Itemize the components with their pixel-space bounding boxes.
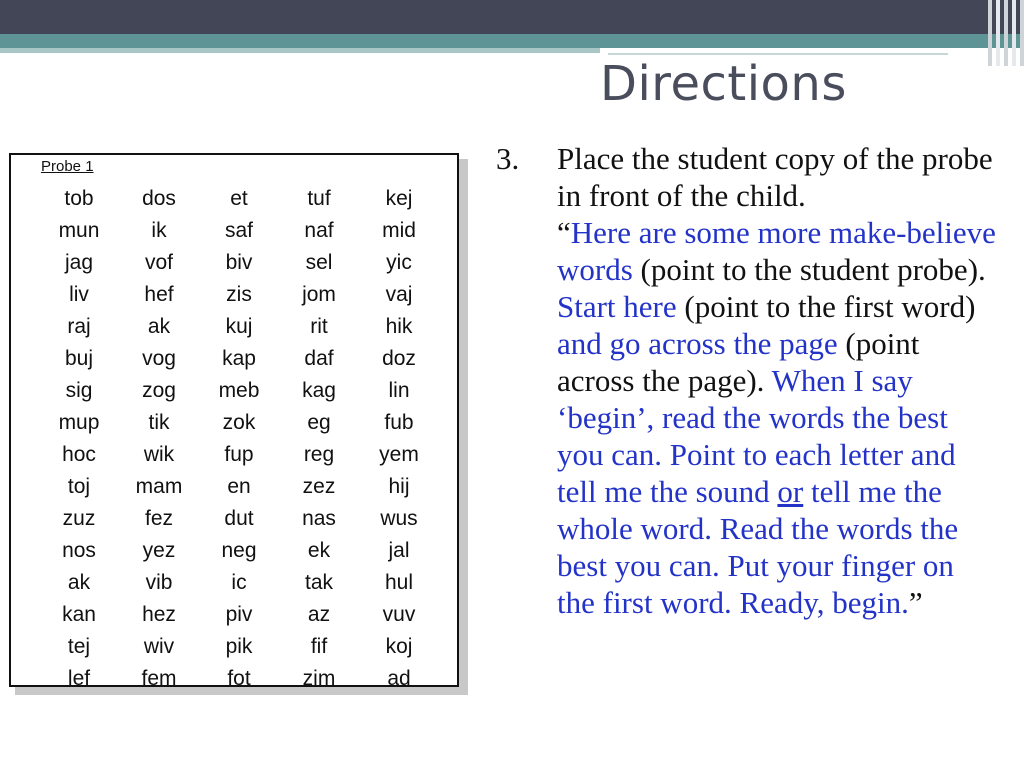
word-grid	[39, 183, 439, 695]
probe-word: fot	[227, 667, 251, 690]
probe-word: hik	[385, 315, 413, 338]
probe-word: jom	[302, 283, 336, 306]
probe-word: buj	[64, 347, 94, 370]
script-or-underlined: or	[777, 474, 804, 509]
probe-word: hul	[384, 571, 414, 594]
probe-word: vaj	[385, 283, 413, 306]
probe-word: vog	[142, 347, 176, 370]
probe-word: toj	[67, 475, 91, 498]
probe-word: sel	[305, 251, 333, 274]
probe-word: daf	[304, 347, 334, 370]
probe-word: mun	[58, 219, 100, 242]
probe-word: zog	[142, 379, 176, 402]
probe-word: wiv	[143, 635, 175, 658]
probe-word: mup	[58, 411, 100, 434]
probe-word: eg	[307, 411, 331, 434]
probe-word: liv	[69, 283, 89, 306]
probe-word: tuf	[307, 187, 331, 210]
script-note-point-across: (point across the page).	[557, 326, 920, 398]
probe-word: kag	[302, 379, 336, 402]
probe-word: raj	[67, 315, 91, 338]
probe-word: et	[230, 187, 248, 210]
probe-word: vib	[145, 571, 173, 594]
script-start-here: Start here	[557, 289, 677, 324]
directions-number: 3.	[496, 141, 520, 176]
header-bar	[0, 0, 1024, 34]
probe-word: mam	[135, 475, 183, 498]
probe-word: kej	[385, 187, 413, 210]
probe-word: nos	[62, 539, 96, 562]
probe-word: dos	[142, 187, 176, 210]
probe-word: tak	[304, 571, 333, 594]
script-go-across: and go across the page	[557, 326, 838, 361]
probe-word: az	[307, 603, 331, 626]
probe-word: hez	[142, 603, 176, 626]
probe-word: hef	[144, 283, 174, 306]
script-when-i-say: When I say ‘begin’, read the words the best you can. Point to each letter and tell me the sound	[557, 363, 956, 509]
probe-word: koj	[385, 635, 413, 658]
probe-word: ak	[147, 315, 171, 338]
probe-word: wik	[143, 443, 175, 466]
probe-word: lin	[388, 379, 410, 402]
probe-word: vof	[144, 251, 173, 274]
probe-word: tob	[64, 187, 94, 210]
header-corner-stripes	[988, 0, 1024, 66]
probe-word: hoc	[62, 443, 96, 466]
probe-word: yez	[142, 539, 176, 562]
probe-word: zim	[302, 667, 336, 690]
probe-word: kap	[222, 347, 256, 370]
probe-word: fif	[310, 635, 328, 658]
probe-word: reg	[303, 443, 335, 466]
probe-word: kuj	[225, 315, 253, 338]
directions-instruction: Place the student copy of the probe in front of the child.	[557, 141, 993, 213]
probe-word: sig	[65, 379, 93, 402]
header-accent-band	[0, 34, 1024, 48]
probe-word: meb	[218, 379, 260, 402]
script-open-quote: “	[557, 215, 571, 250]
probe-word: ad	[387, 667, 411, 690]
directions-body	[557, 140, 997, 621]
probe-word: jag	[64, 251, 94, 274]
probe-word: wus	[380, 507, 418, 530]
probe-word: vuv	[382, 603, 416, 626]
probe-word: ak	[67, 571, 91, 594]
script-note-point-probe: (point to the student probe).	[632, 252, 986, 287]
probe-word: yem	[379, 443, 419, 466]
slide-title: Directions	[600, 56, 847, 112]
probe-word: biv	[225, 251, 253, 274]
script-make-believe: Here are some more make-believe words	[557, 215, 996, 287]
probe-word: fem	[141, 667, 177, 690]
probe-word: yic	[386, 251, 412, 274]
probe-word: neg	[221, 539, 257, 562]
probe-word: zez	[302, 475, 336, 498]
probe-word: jal	[388, 539, 410, 562]
probe-card	[9, 153, 459, 690]
probe-word: rit	[310, 315, 328, 338]
probe-word: hij	[388, 475, 410, 498]
probe-word: pik	[225, 635, 253, 658]
probe-word: naf	[304, 219, 334, 242]
probe-word: ek	[307, 539, 331, 562]
probe-word: en	[227, 475, 251, 498]
probe-word: doz	[382, 347, 416, 370]
probe-word: saf	[224, 219, 253, 242]
probe-word: piv	[225, 603, 253, 626]
probe-word: kan	[62, 603, 96, 626]
probe-word: dut	[224, 507, 254, 530]
script-read-words: tell me the whole word. Read the words the best you can. Put your finger on the first word. Ready, begin.	[557, 474, 959, 620]
probe-word: mid	[382, 219, 416, 242]
header-accent-line	[608, 53, 948, 55]
probe-word: zuz	[62, 507, 96, 530]
probe-word: ik	[151, 219, 167, 242]
probe-word: zis	[226, 283, 252, 306]
probe-word: fub	[384, 411, 414, 434]
probe-word: ic	[231, 571, 247, 594]
header-accent-strip	[0, 48, 600, 53]
probe-word: lef	[67, 667, 91, 690]
probe-word: fup	[224, 443, 254, 466]
probe-word: fez	[144, 507, 173, 530]
script-close-quote: ”	[908, 585, 923, 620]
probe-word: tik	[148, 411, 170, 434]
probe-word: tej	[67, 635, 91, 658]
script-note-point-first: (point to the first word)	[676, 289, 976, 324]
probe-label: Probe 1	[41, 158, 94, 175]
probe-word: zok	[222, 411, 256, 434]
probe-word: nas	[302, 507, 336, 530]
